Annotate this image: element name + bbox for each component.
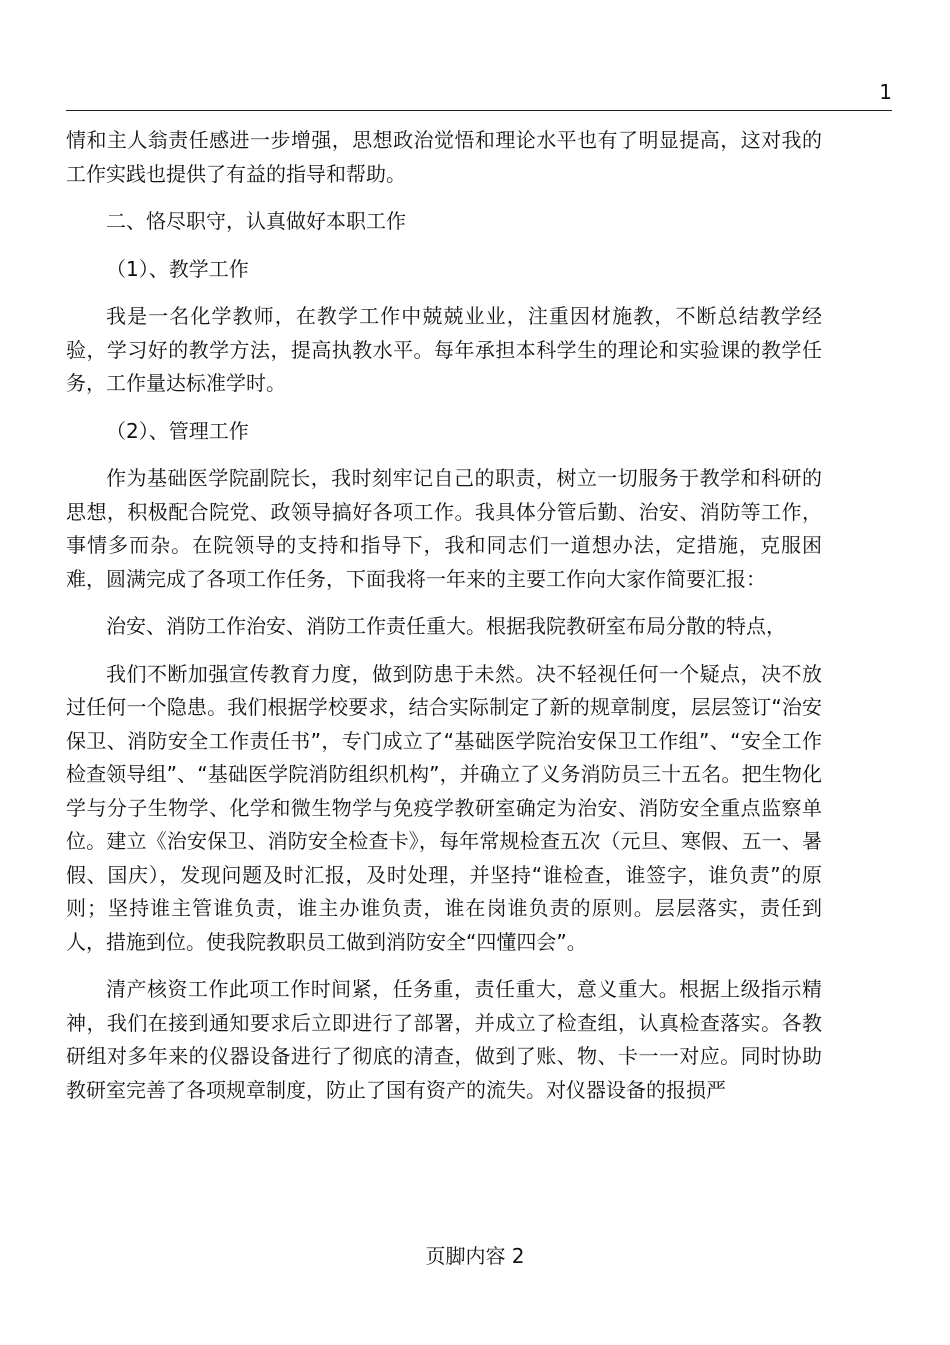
page-number: 1 (879, 80, 892, 104)
paragraph-security-intro: 治安、消防工作治安、消防工作责任重大。根据我院教研室布局分散的特点， (106, 614, 786, 638)
paragraph-continuation: 情和主人翁责任感进一步增强，思想政治觉悟和理论水平也有了明显提高，这对我的工作实践也提供了有益的指导和帮助。 (66, 128, 822, 186)
paragraph-asset-audit: 清产核资工作此项工作时间紧，任务重，责任重大，意义重大。根据上级指示精神，我们在接到通知要求后立即进行了部署，并成立了检查组，认真检查落实。各教研组对多年来的仪器设备进行了彻底的清查，做到了账、物、卡一一对应。同时协助教研室完善了各项规章制度，防止了国有资产的流失。对仪器设备的报损严 (66, 977, 822, 1102)
subsection-heading-teaching: （1）、教学工作 (106, 256, 249, 281)
paragraph-security: 我们不断加强宣传教育力度，做到防患于未然。决不轻视任何一个疑点，决不放过任何一个隐患。我们根据学校要求，结合实际制定了新的规章制度，层层签订“治安保卫、消防安全工作责任书”，专门成立了“基础医学院治安保卫工作组”、“安全工作检查领导组”、“基础医学院消防组织机构”，并确立了义务消防员三十五名。把生物化学与分子生物学、化学和微生物学与免疫学教研室确定为治安、消防安全重点监察单位。建立《治安保卫、消防安全检查卡》，每年常规检查五次（元旦、寒假、五一、暑假、国庆），发现问题及时汇报，及时处理，并坚持“谁检查，谁签字，谁负责”的原则；坚持谁主管谁负责，谁主办谁负责，谁在岗谁负责的原则。层层落实，责任到人，措施到位。使我院教职员工做到消防安全“四懂四会”。 (66, 661, 822, 954)
page-footer: 页脚内容 2 (425, 1244, 525, 1268)
section-heading: 二、恪尽职守，认真做好本职工作 (106, 209, 406, 233)
document-body (66, 124, 822, 1121)
paragraph-teaching: 我是一名化学教师，在教学工作中兢兢业业，注重因材施教，不断总结教学经验，学习好的教学方法，提高执教水平。每年承担本科学生的理论和实验课的教学任务，工作量达标准学时。 (66, 304, 822, 395)
header-divider (66, 110, 892, 111)
subsection-heading-management: （2）、管理工作 (106, 418, 249, 443)
paragraph-management: 作为基础医学院副院长，我时刻牢记自己的职责，树立一切服务于教学和科研的思想，积极配合院党、政领导搞好各项工作。我具体分管后勤、治安、消防等工作，事情多而杂。在院领导的支持和指导下，我和同志们一道想办法，定措施，克服困难，圆满完成了各项工作任务，下面我将一年来的主要工作向大家作简要汇报： (66, 466, 822, 591)
